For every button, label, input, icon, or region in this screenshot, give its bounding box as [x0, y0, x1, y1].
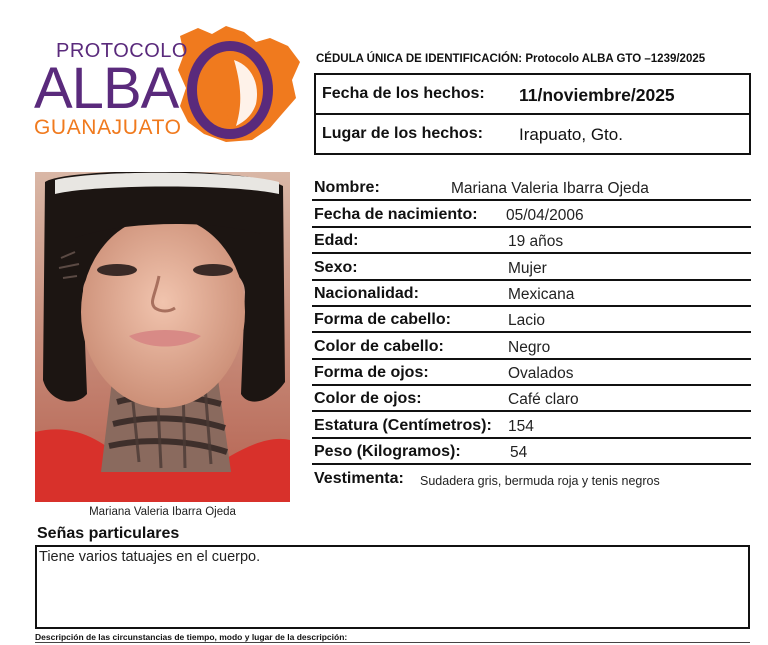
field-row-forma-ojos: [312, 360, 751, 386]
field-label: Vestimenta:: [314, 470, 404, 487]
field-label: Color de cabello:: [314, 338, 444, 355]
field-row-estatura: [312, 413, 751, 439]
field-value: Negro: [508, 339, 551, 356]
field-label: Nacionalidad:: [314, 285, 419, 302]
field-row-nacionalidad: [312, 281, 751, 307]
field-row-fecha-nacimiento: [312, 202, 751, 228]
field-value: 19 años: [508, 233, 564, 250]
field-label: Nombre:: [314, 179, 380, 196]
logo-text-alba: ALBA: [34, 56, 179, 121]
facts-value: Irapuato, Gto.: [519, 125, 623, 144]
field-row-color-cabello: [312, 334, 751, 360]
protocolo-alba-logo: [30, 22, 305, 147]
field-label: Forma de cabello:: [314, 311, 451, 328]
senas-title: Señas particulares: [37, 525, 180, 542]
footer-divider: [35, 642, 750, 643]
facts-row-place: [316, 115, 749, 155]
field-row-peso: [312, 439, 751, 465]
field-value: Mariana Valeria Ibarra Ojeda: [451, 180, 649, 197]
photo-caption: Mariana Valeria Ibarra Ojeda: [89, 506, 236, 518]
field-value: Lacio: [508, 312, 546, 329]
field-row-vestimenta: [312, 466, 751, 492]
field-row-forma-cabello: [312, 307, 751, 333]
field-value: 05/04/2006: [506, 207, 584, 224]
field-label: Forma de ojos:: [314, 364, 429, 381]
person-portrait-image: [35, 172, 290, 502]
document-title: CÉDULA ÚNICA DE IDENTIFICACIÓN: Protocolo ALBA GTO –1239/2025: [316, 53, 706, 65]
field-label: Edad:: [314, 232, 359, 249]
senas-box: [35, 545, 750, 629]
field-value: Sudadera gris, bermuda roja y tenis negros: [420, 474, 660, 488]
field-value: Café claro: [508, 391, 579, 408]
field-row-edad: [312, 228, 751, 254]
field-value: 54: [510, 444, 528, 461]
field-row-nombre: [312, 175, 751, 201]
footer-note: Descripción de las circunstancias de tiempo, modo y lugar de la descripción:: [35, 632, 348, 642]
field-label: Color de ojos:: [314, 390, 422, 407]
field-value: Mexicana: [508, 286, 575, 303]
field-label: Peso (Kilogramos):: [314, 443, 461, 460]
senas-text: Tiene varios tatuajes en el cuerpo.: [39, 549, 261, 565]
facts-value: 11/noviembre/2025: [519, 85, 675, 105]
logo-text-protocolo: PROTOCOLO: [56, 40, 188, 62]
field-label: Fecha de nacimiento:: [314, 206, 478, 223]
field-row-color-ojos: [312, 386, 751, 412]
person-photo: [35, 172, 290, 502]
field-value: Mujer: [508, 260, 547, 277]
logo-text-guanajuato: GUANAJUATO: [34, 116, 182, 139]
field-value: Ovalados: [508, 365, 574, 382]
facts-label: Lugar de los hechos:: [322, 125, 483, 142]
field-label: Sexo:: [314, 259, 358, 276]
facts-box: [314, 73, 751, 155]
facts-row-date: [316, 75, 749, 115]
field-row-sexo: [312, 255, 751, 281]
facts-label: Fecha de los hechos:: [322, 85, 485, 102]
field-value: 154: [508, 418, 534, 435]
field-label: Estatura (Centímetros):: [314, 417, 492, 434]
